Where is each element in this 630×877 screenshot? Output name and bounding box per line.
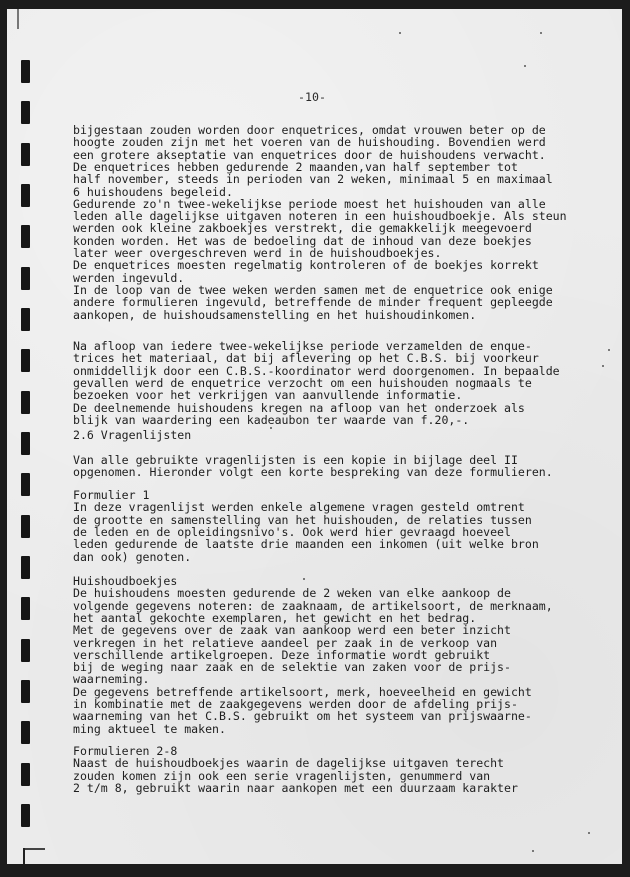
scan-speck <box>540 32 542 34</box>
scan-speck <box>399 32 401 34</box>
text-line: half november, steeds in perioden van 2 weken, minimaal 5 en maximaal <box>73 172 553 187</box>
text-line: 2 t/m 8, gebruikt waarin naar aankopen met een duurzaam karakter <box>73 780 518 795</box>
binding-hole-icon <box>21 308 30 331</box>
text-line: gevallen werd de enquetrice verzocht om een huishouden nogmaals te <box>73 375 532 390</box>
document-page <box>7 9 622 864</box>
text-line: bij de weging naar zaak en de selektie van zaken voor de prijs- <box>73 660 511 675</box>
text-line: bijgestaan zouden worden door enquetrices, omdat vrouwen beter op de <box>73 123 546 137</box>
text-line: bezoeken voor het verkrijgen van aanvullende informatie. <box>73 388 463 403</box>
binding-hole-icon <box>21 597 30 620</box>
text-line: De deelnemende huishoudens kregen na afloop van het onderzoek als <box>73 400 525 415</box>
binding-hole-icon <box>21 556 30 579</box>
scan-mark-bottom <box>23 848 45 850</box>
text-line: ming aktueel te maken. <box>73 721 226 736</box>
text-line: het aantal gekochte exemplaren, het gewicht en het bedrag. <box>73 610 477 625</box>
text-line: aankopen, de huishoudsamenstelling en het huishoudinkomen. <box>73 307 477 322</box>
page-number: -10- <box>298 90 326 104</box>
text-line: De huishoudens moesten gedurende de 2 weken van elke aankoop de <box>73 586 511 601</box>
scan-speck <box>532 850 534 852</box>
section-heading: Formulier 1 <box>73 488 150 502</box>
text-line: volgende gegevens noteren: de zaaknaam, de artikelsoort, de merknaam, <box>73 598 553 613</box>
text-line: verkregen in het relatieve aandeel per zaak in de verkoop van <box>73 635 498 650</box>
text-line: werden ingevuld. <box>73 270 185 285</box>
scan-speck <box>608 349 610 351</box>
text-line: blijk van waardering een kadeaubon ter waarde van f.20,-. <box>73 412 470 427</box>
text-line: trices het materiaal, dat bij aflevering op het C.B.S. bij voorkeur <box>73 351 539 366</box>
section-heading: Formulieren 2-8 <box>73 744 178 758</box>
binding-hole-icon <box>21 101 30 124</box>
text-line: konden worden. Het was de bedoeling dat de inhoud van deze boekjes <box>73 233 532 248</box>
text-line: de grootte en samenstelling van het huishouden, de relaties tussen <box>73 512 532 527</box>
text-line: Met de gegevens over de zaak van aankoop werd een beter inzicht <box>73 623 511 638</box>
binding-hole-icon <box>21 515 30 538</box>
binding-hole-icon <box>21 184 30 207</box>
text-line: verschillende artikelgroepen. Deze informatie wordt gebruikt <box>73 647 491 662</box>
scan-speck <box>588 832 590 834</box>
binding-hole-icon <box>21 349 30 372</box>
text-line: Gedurende zo'n twee-wekelijkse periode moest het huishouden van alle <box>73 196 546 211</box>
binding-hole-icon <box>21 225 30 248</box>
text-line: in kombinatie met de zaakgegevens werden door de afdeling prijs- <box>73 697 518 711</box>
text-line: een grotere akseptatie van enquetrices door de huishoudens verwacht. <box>73 147 546 162</box>
binding-hole-icon <box>21 721 30 744</box>
binding-hole-icon <box>21 391 30 414</box>
text-line: dan ook) genoten. <box>73 549 192 564</box>
scan-speck <box>602 365 604 367</box>
text-line: De gegevens betreffende artikelsoort, merk, hoeveelheid en gewicht <box>73 684 532 699</box>
binding-hole-icon <box>21 763 30 786</box>
text-line: hoogte zouden zijn met het voeren van de huishouding. Bovendien werd <box>73 135 546 150</box>
scan-mark-top <box>17 9 19 29</box>
scan-mark-bottom-vertical <box>23 848 25 864</box>
scan-speck <box>524 65 526 67</box>
text-line: De enquetrices moesten regelmatig kontroleren of de boekjes korrekt <box>73 258 539 273</box>
binding-hole-icon <box>21 639 30 662</box>
text-line: later weer overgeschreven werd in de huishoudboekjes. <box>73 246 442 260</box>
binding-hole-icon <box>21 473 30 496</box>
scan-speck <box>303 578 305 580</box>
text-line: Na afloop van iedere twee-wekelijkse periode verzamelden de enque- <box>73 339 532 353</box>
section-heading: Huishoudboekjes <box>73 574 178 588</box>
text-line: opgenomen. Hieronder volgt een korte bespreking van deze formulieren. <box>73 465 553 480</box>
text-line: De enquetrices hebben gedurende 2 maanden,van half september tot <box>73 159 518 174</box>
text-line: waarneming. <box>73 672 150 687</box>
binding-hole-icon <box>21 804 30 827</box>
text-line: In deze vragenlijst werden enkele algemene vragen gesteld omtrent <box>73 500 525 515</box>
scan-speck <box>270 427 272 429</box>
text-line: Van alle gebruikte vragenlijsten is een kopie in bijlage deel II <box>73 453 518 467</box>
binding-hole-icon <box>21 267 30 290</box>
text-line: In de loop van de twee weken werden samen met de enquetrice ook enige <box>73 282 553 297</box>
text-line: zouden komen zijn ook een serie vragenlijsten, genummerd van <box>73 768 491 783</box>
text-line: leden gedurende de laatste drie maanden een inkomen (uit welke bron <box>73 537 539 552</box>
text-line: waarneming van het C.B.S. gebruikt om het systeem van prijswaarne- <box>73 709 532 724</box>
text-line: 6 huishoudens begeleid. <box>73 184 233 199</box>
section-heading: 2.6 Vragenlijsten <box>73 428 192 442</box>
text-line: werden ook kleine zakboekjes verstrekt, die gemakkelijk meegevoerd <box>73 221 532 236</box>
binding-hole-icon <box>21 143 30 166</box>
text-line: Naast de huishoudboekjes waarin de dagelijkse uitgaven terecht <box>73 756 505 771</box>
binding-hole-icon <box>21 680 30 703</box>
text-line: onmiddellijk door een C.B.S.-koordinator werd doorgenomen. In bepaalde <box>73 363 560 378</box>
binding-hole-icon <box>21 60 30 83</box>
text-line: leden alle dagelijkse uitgaven noteren in een huishoudboekje. Als steun <box>73 209 567 224</box>
text-line: de leden en de opleidingsnivo's. Ook werd hier gevraagd hoeveel <box>73 524 511 539</box>
binding-hole-icon <box>21 432 30 455</box>
text-line: andere formulieren ingevuld, betreffende de minder frequent gepleegde <box>73 295 553 310</box>
